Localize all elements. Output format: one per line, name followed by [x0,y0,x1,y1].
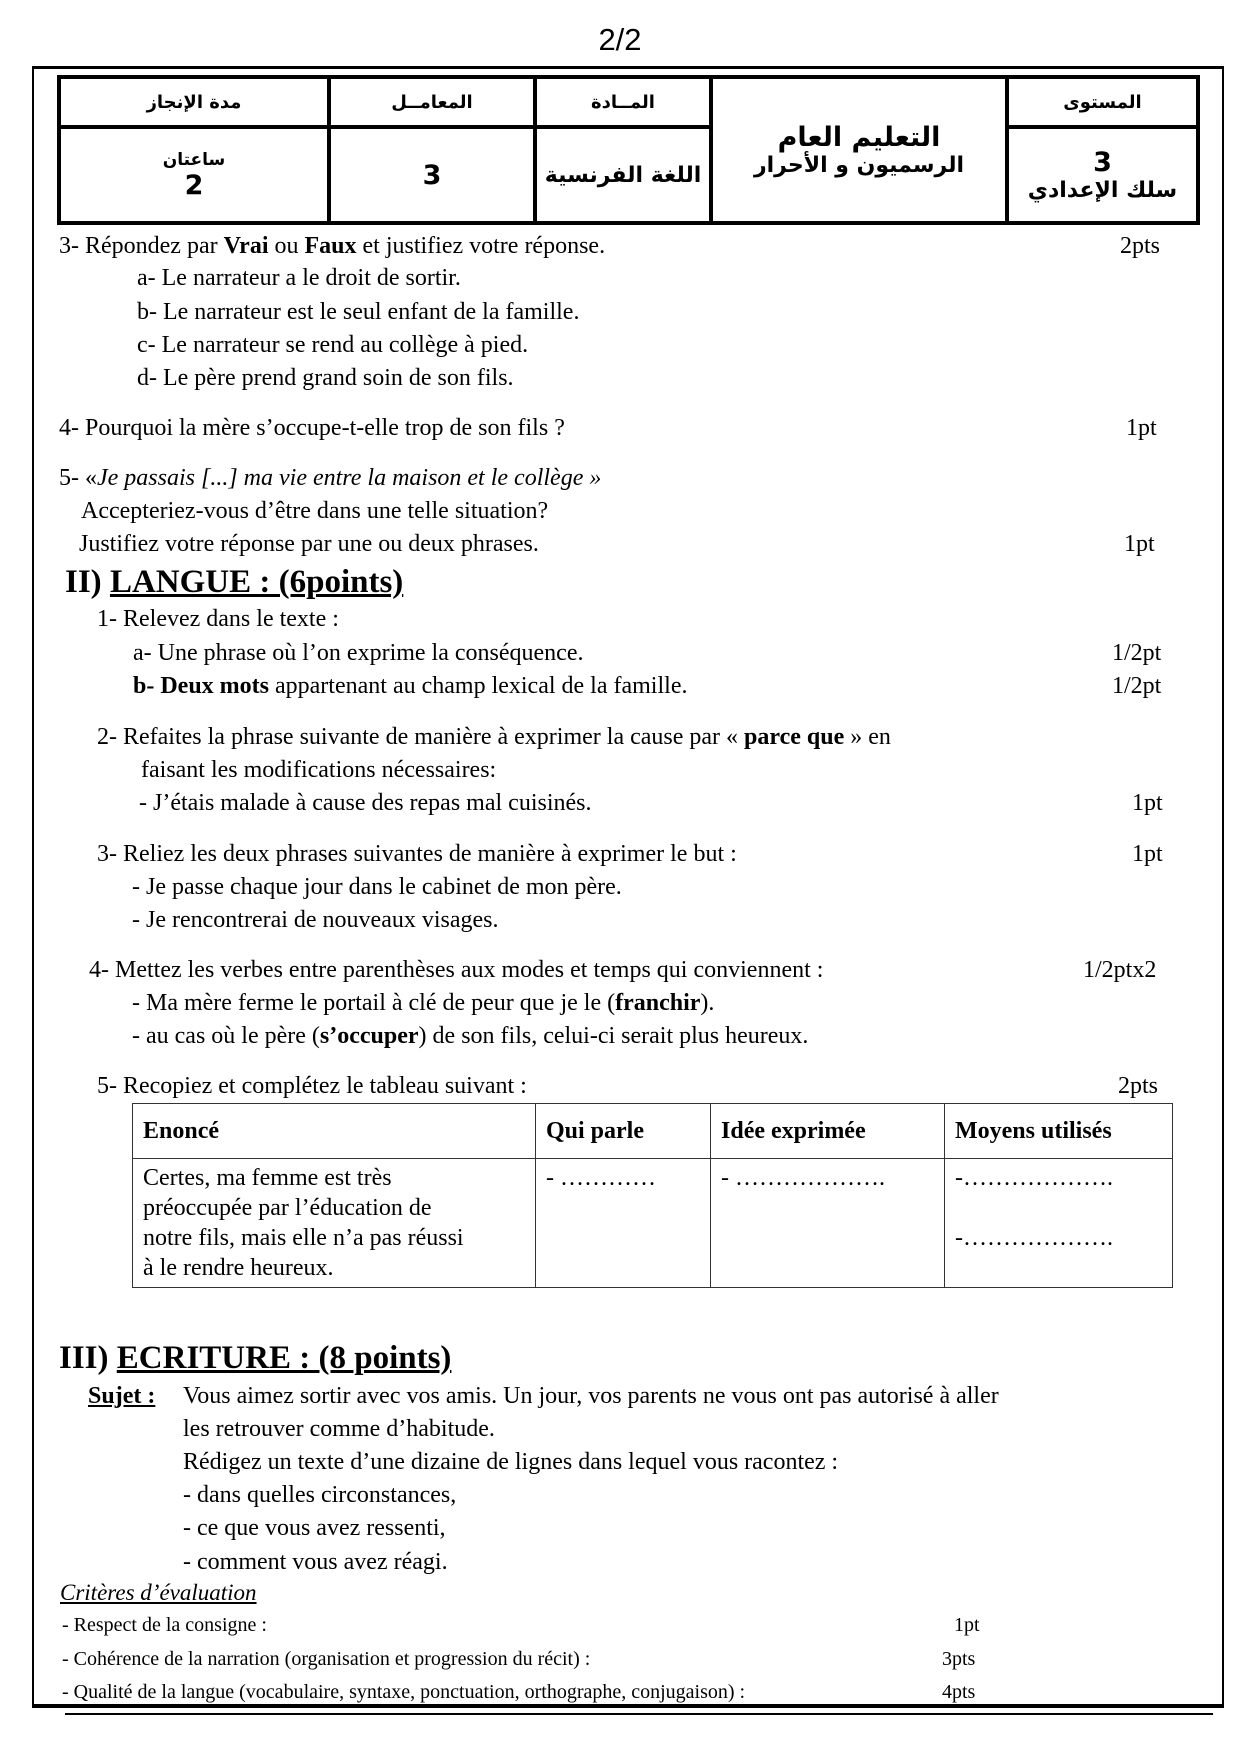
langue-q3: 3- Reliez les deux phrases suivantes de manière à exprimer le but : [97,841,737,867]
section-ecriture-title [59,1339,451,1377]
langue-q2 [97,723,891,751]
q4-l3-bold: s’occuper [319,1023,419,1049]
table-row [133,1159,1173,1288]
sujet-line-2: les retrouver comme d’habitude. [183,1416,495,1442]
enonce-line: notre fils, mais elle n’a pas réussi [143,1225,464,1251]
cell-idee[interactable]: - ………………. [711,1159,945,1288]
col-qui-parle: Qui parle [536,1104,711,1159]
q3-item-b: b- Le narrateur est le seul enfant de la famille. [137,299,580,325]
cell-enonce [133,1159,536,1288]
q1b-suffix: appartenant au champ lexical de la famille. [269,673,688,699]
education-title: التعليم العام [777,122,941,153]
langue-q1-a-points: 1/2pt [1112,640,1162,666]
enonce-line: préoccupée par l’éducation de [143,1195,432,1221]
duration-unit: ساعتان [162,149,226,170]
criteria-1-points: 1pt [954,1614,980,1636]
langue-q2-points: 1pt [1132,790,1163,816]
subject-label: المــادة [535,77,711,127]
bottom-rule [32,1704,1222,1708]
enonce-line: à le rendre heureux. [143,1255,334,1281]
q5-line-3: Justifiez votre réponse par une ou deux phrases. [79,531,539,557]
langue-q1-a: a- Une phrase où l’on exprime la conséquence. [133,640,584,666]
criteria-1: - Respect de la consigne : [62,1614,267,1636]
criteria-title: Critères d’évaluation [60,1580,257,1605]
subject-value: اللغة الفرنسية [535,127,711,223]
moyens-blank: -………………. [955,1165,1113,1191]
q3-points: 2pts [1120,233,1161,259]
cell-qui-parle[interactable]: - ………… [536,1159,711,1288]
coefficient-value: 3 [329,127,535,223]
sujet-line-3: Rédigez un texte d’une dizaine de lignes dans lequel vous racontez : [183,1449,839,1475]
criteria-2-points: 3pts [942,1648,976,1670]
langue-q4: 4- Mettez les verbes entre parenthèses aux modes et temps qui conviennent : [89,957,824,983]
q1b-bold: Deux mots [160,673,269,699]
bottom-rule-secondary [65,1713,1213,1715]
q3-ou: ou [268,233,305,259]
q3-vrai: Vrai [223,233,269,259]
q3-item-d: d- Le père prend grand soin de son fils. [137,365,514,391]
q3-item-a: a- Le narrateur a le droit de sortir. [137,265,461,291]
q4-l2-prefix: - Ma mère ferme le portail à clé de peur que je le ( [132,990,616,1016]
langue-q2-line-2: faisant les modifications nécessaires: [141,757,497,783]
enonce-line: Certes, ma femme est très [143,1165,392,1191]
sujet-label-text: Sujet : [88,1383,156,1409]
level-label: المستوى [1007,77,1198,127]
sujet-line-1: Vous aimez sortir avec vos amis. Un jour, vos parents ne vous ont pas autorisé à aller [183,1383,999,1409]
col-enonce: Enoncé [133,1104,536,1159]
coefficient-label: المعامــل [329,77,535,127]
criteria-3-points: 4pts [942,1681,976,1703]
criteria-2: - Cohérence de la narration (organisation et progression du récit) : [62,1648,591,1670]
langue-q3-line-2: - Je passe chaque jour dans le cabinet de mon père. [132,874,622,900]
col-idee: Idée exprimée [711,1104,945,1159]
langue-q2-line-3: - J’étais malade à cause des repas mal cuisinés. [139,790,592,816]
table-header-row [133,1104,1173,1159]
criteria-3: - Qualité de la langue (vocabulaire, syntaxe, ponctuation, orthographe, conjugaison) : [62,1681,746,1703]
q2-suffix: » en [844,724,891,750]
q4-l2-suffix: ). [700,990,715,1016]
langue-q3-points: 1pt [1132,841,1163,867]
level-cycle: سلك الإعدادي [1027,178,1178,203]
q2-bold: parce que [744,724,845,750]
sujet-line-4: - dans quelles circonstances, [183,1482,457,1508]
q5-line-2: Accepteriez-vous d’être dans une telle situation? [81,498,549,524]
education-cell [711,77,1007,223]
level-value: 3 [1093,147,1112,178]
langue-q3-line-3: - Je rencontrerai de nouveaux visages. [132,907,499,933]
langue-q4-line-2 [132,989,714,1017]
moyens-blank: -………………. [955,1225,1113,1251]
ecriture-prefix: III) [59,1340,117,1376]
langue-q1-b [133,672,687,700]
q2-prefix: 2- Refaites la phrase suivante de manière à exprimer la cause par « [97,724,745,750]
langue-q1-b-points: 1/2pt [1112,673,1162,699]
ecriture-title: ECRITURE : (8 points) [116,1340,452,1376]
sujet-label [88,1382,155,1410]
langue-q4-points: 1/2ptx2 [1083,957,1157,983]
duration-value: 2 [184,169,204,201]
q5-points: 1pt [1124,531,1155,557]
q3-faux: Faux [304,233,357,259]
langue-prefix: II) [65,564,110,600]
q1b-prefix: b- [133,673,161,699]
col-moyens: Moyens utilisés [945,1104,1173,1159]
sujet-line-5: - ce que vous avez ressenti, [183,1515,446,1541]
langue-q5-points: 2pts [1118,1073,1159,1099]
q4-l3-suffix: ) de son fils, celui-ci serait plus heureux. [418,1023,809,1049]
complete-table [132,1103,1173,1288]
section-langue-title [65,563,403,601]
q5-quote: Je passais [...] ma vie entre la maison et le collège » [97,465,602,491]
exam-header-table [57,75,1200,225]
q4-points: 1pt [1126,415,1157,441]
question-5-quote [59,464,601,492]
duration-cell [59,127,329,223]
q3-item-c: c- Le narrateur se rend au collège à pied. [137,332,529,358]
q5-prefix: 5- « [59,465,97,491]
level-cell [1007,127,1198,223]
cell-moyens[interactable] [945,1159,1173,1288]
question-4: 4- Pourquoi la mère s’occupe-t-elle trop de son fils ? [59,415,565,441]
education-subtitle: الرسميون و الأحرار [753,153,965,178]
q4-l2-bold: franchir [615,990,701,1016]
langue-q4-line-3 [132,1022,808,1050]
q3-prefix: 3- Répondez par [59,233,224,259]
question-3 [59,232,605,260]
langue-q5: 5- Recopiez et complétez le tableau suivant : [97,1073,527,1099]
sujet-line-6: - comment vous avez réagi. [183,1549,448,1575]
page-number: 2/2 [598,22,642,57]
langue-q1: 1- Relevez dans le texte : [97,606,339,632]
langue-title: LANGUE : (6points) [109,564,404,600]
q3-suffix: et justifiez votre réponse. [356,233,606,259]
q4-l3-prefix: - au cas où le père ( [132,1023,320,1049]
duration-label: مدة الإنجاز [59,77,329,127]
